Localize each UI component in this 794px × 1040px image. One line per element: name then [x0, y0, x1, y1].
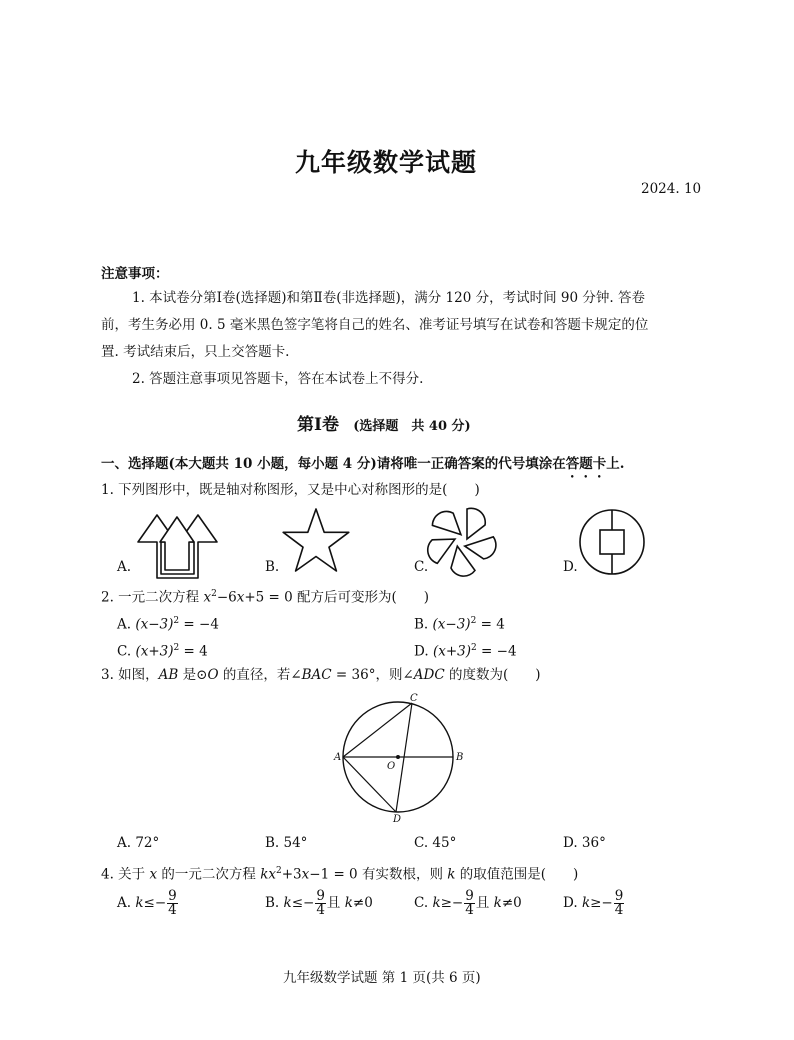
- q4-var-x-3: x: [301, 866, 310, 883]
- q1-option-c-label[interactable]: C.: [414, 559, 429, 575]
- q4-option-a-numerator: 9: [168, 888, 177, 904]
- q1-option-d-coin-figure: [577, 507, 647, 577]
- q4-option-d-relation: ≥−: [590, 895, 613, 911]
- q3-stem-text-2: 是⊙: [178, 667, 208, 683]
- q3-option-c[interactable]: C. 45°: [414, 835, 457, 851]
- q2-var-x: x: [203, 589, 212, 606]
- q3-var-ab: AB: [158, 667, 179, 683]
- q2-var-x-2: x: [236, 589, 245, 606]
- section-subtitle: (选择题 共 40 分): [353, 419, 471, 434]
- q2-option-a-label: A.: [117, 616, 132, 633]
- q4-option-a-relation: ≤−: [143, 895, 167, 911]
- page-footer: 九年级数学试题 第 1 页(共 6 页): [283, 970, 481, 986]
- part-1-heading-main: 一、选择题(本大题共 10 小题，每小题 4 分)请将唯一正确答案的代号填涂在: [101, 456, 566, 472]
- notice-item-1-line-2: 前，考生务必用 0. 5 毫米黑色签字笔将自己的姓名、准考证号填写在试卷和答题卡规定的位: [101, 317, 649, 333]
- q3-stem-text-5: 的度数为( ): [444, 667, 541, 683]
- q4-stem-text-5: 的取值范围是( ): [455, 866, 579, 883]
- section-title: [297, 410, 471, 435]
- q2-option-d-expr: (x+3): [432, 643, 471, 660]
- q3-option-d[interactable]: D. 36°: [563, 835, 606, 851]
- q4-option-c-numerator: 9: [465, 888, 474, 904]
- q4-option-b-numerator: 9: [316, 888, 325, 904]
- part-1-heading-end: 上.: [606, 456, 625, 472]
- q3-circle-diagram: [330, 692, 470, 825]
- q4-option-a-k: k: [135, 895, 144, 911]
- q2-option-b-expr: (x−3): [432, 616, 471, 633]
- q4-option-b-label: B.: [265, 895, 284, 911]
- q2-option-b[interactable]: [414, 610, 505, 636]
- q2-option-c-label: C.: [117, 643, 132, 660]
- q4-var-k-2: k: [447, 866, 456, 883]
- q1-option-b-label[interactable]: B.: [265, 559, 280, 575]
- q4-exponent: 2: [276, 866, 282, 876]
- q3-stem-text-3: 的直径，若∠: [218, 667, 302, 683]
- q4-option-c-k: k: [432, 895, 441, 911]
- q4-option-c-not-equal: ≠0: [501, 895, 522, 911]
- q4-option-d-fraction: [614, 890, 625, 917]
- q2-stem-text-1: 2. 一元二次方程: [101, 589, 204, 606]
- part-1-heading: [101, 452, 624, 481]
- q1-option-d-label[interactable]: D.: [563, 559, 578, 575]
- section-title-main: 第Ⅰ卷: [297, 415, 339, 435]
- point-label-a: A: [334, 752, 342, 763]
- q1-option-c-pinwheel-figure: [426, 506, 496, 576]
- q4-option-c-fraction: [464, 890, 475, 917]
- q4-option-b-relation: ≤−: [291, 895, 315, 911]
- point-label-b: B: [456, 752, 464, 763]
- q4-option-b-and: 且: [326, 895, 345, 911]
- q4-option-a-label: A.: [117, 895, 136, 911]
- q4-stem-text-4: −1 = 0 有实数根，则: [309, 866, 448, 883]
- q1-option-a-arrows-figure: [130, 512, 225, 582]
- q2-option-a-square: 2: [173, 616, 180, 626]
- question-1-stem: 1. 下列图形中，既是轴对称图形，又是中心对称图形的是( ): [101, 482, 480, 498]
- q4-var-k: k: [260, 866, 269, 883]
- q1-option-b-star-figure: [280, 507, 352, 577]
- q4-option-b-denominator: 4: [316, 902, 325, 918]
- q2-option-c-expr: (x+3): [135, 643, 174, 660]
- q2-stem-text-2: −6: [216, 589, 237, 606]
- q4-option-b[interactable]: [265, 890, 373, 917]
- point-label-o: O: [387, 761, 396, 772]
- answer-sheet-emphasis: 答题卡: [565, 456, 607, 472]
- q4-stem-text-1: 4. 关于: [101, 866, 150, 883]
- center-point: [396, 755, 400, 759]
- q3-var-bac: BAC: [301, 667, 332, 683]
- q2-option-c-rest: = 4: [179, 643, 208, 660]
- q2-option-d-label: D.: [414, 643, 429, 660]
- q4-option-d-label: D.: [563, 895, 582, 911]
- q4-option-d-denominator: 4: [614, 902, 624, 918]
- q1-option-a-label[interactable]: A.: [117, 559, 132, 575]
- notice-item-1-line-1: 1. 本试卷分第Ⅰ卷(选择题)和第Ⅱ卷(非选择题)，满分 120 分，考试时间 90 分钟. 答卷: [132, 290, 645, 306]
- q2-option-c-square: 2: [173, 643, 180, 653]
- q4-option-c-k-2: k: [493, 895, 502, 911]
- q4-option-b-k: k: [283, 895, 292, 911]
- q4-option-b-not-equal: ≠0: [352, 895, 373, 911]
- q4-option-c-denominator: 4: [465, 902, 474, 918]
- q2-option-d-rest: = −4: [476, 643, 517, 660]
- q2-option-a-rest: = −4: [179, 616, 219, 633]
- question-3-stem: [101, 664, 541, 686]
- q4-option-b-k-2: k: [344, 895, 353, 911]
- q3-option-a[interactable]: A. 72°: [117, 835, 160, 851]
- segment-ac: [343, 703, 412, 757]
- exam-date: 2024. 10: [641, 181, 702, 197]
- q3-stem-text-1: 3. 如图，: [101, 667, 159, 683]
- q4-var-x-2: x: [268, 866, 276, 883]
- notice-item-1-line-3: 置. 考试结束后，只上交答题卡.: [101, 344, 290, 360]
- q2-option-a-expr: (x−3): [135, 616, 174, 633]
- q4-option-a[interactable]: [117, 890, 179, 917]
- notice-heading: 注意事项：: [101, 266, 169, 282]
- q2-option-a[interactable]: [117, 610, 219, 636]
- q4-option-a-fraction: [167, 890, 178, 917]
- q4-option-a-denominator: 4: [168, 902, 177, 918]
- notice-item-2: 2. 答题注意事项见答题卡，答在本试卷上不得分.: [132, 371, 424, 387]
- q4-stem-text-3: +3: [281, 866, 302, 883]
- q4-stem-text-2: 的一元二次方程: [157, 866, 261, 883]
- q4-option-c[interactable]: [414, 890, 522, 917]
- q4-option-c-label: C.: [414, 895, 433, 911]
- q3-var-adc: ADC: [413, 667, 445, 683]
- page-title: 九年级数学试题: [295, 148, 478, 177]
- q2-option-d-square: 2: [471, 643, 477, 653]
- q2-option-c[interactable]: [117, 637, 208, 663]
- point-label-d: D: [393, 814, 402, 825]
- q2-option-b-label: B.: [414, 616, 429, 633]
- question-2-stem: [101, 583, 429, 609]
- q4-option-d[interactable]: [563, 890, 625, 917]
- q3-var-o: O: [207, 667, 219, 683]
- q4-option-d-numerator: 9: [614, 888, 624, 904]
- q2-exponent: 2: [211, 589, 217, 599]
- q2-stem-text-3: +5 = 0 配方后可变形为( ): [244, 589, 430, 606]
- q3-option-b[interactable]: B. 54°: [265, 835, 308, 851]
- question-4-stem: [101, 860, 578, 886]
- q4-option-d-k: k: [581, 895, 591, 911]
- q2-option-d[interactable]: [414, 637, 517, 663]
- q4-option-b-fraction: [315, 890, 326, 917]
- q2-option-b-rest: = 4: [476, 616, 505, 633]
- q3-stem-text-4: = 36°，则∠: [331, 667, 414, 683]
- point-label-c: C: [410, 693, 418, 704]
- q4-option-c-and: 且: [475, 895, 494, 911]
- q4-option-c-relation: ≥−: [440, 895, 464, 911]
- q2-option-b-square: 2: [470, 616, 477, 626]
- q4-var-x: x: [149, 866, 158, 883]
